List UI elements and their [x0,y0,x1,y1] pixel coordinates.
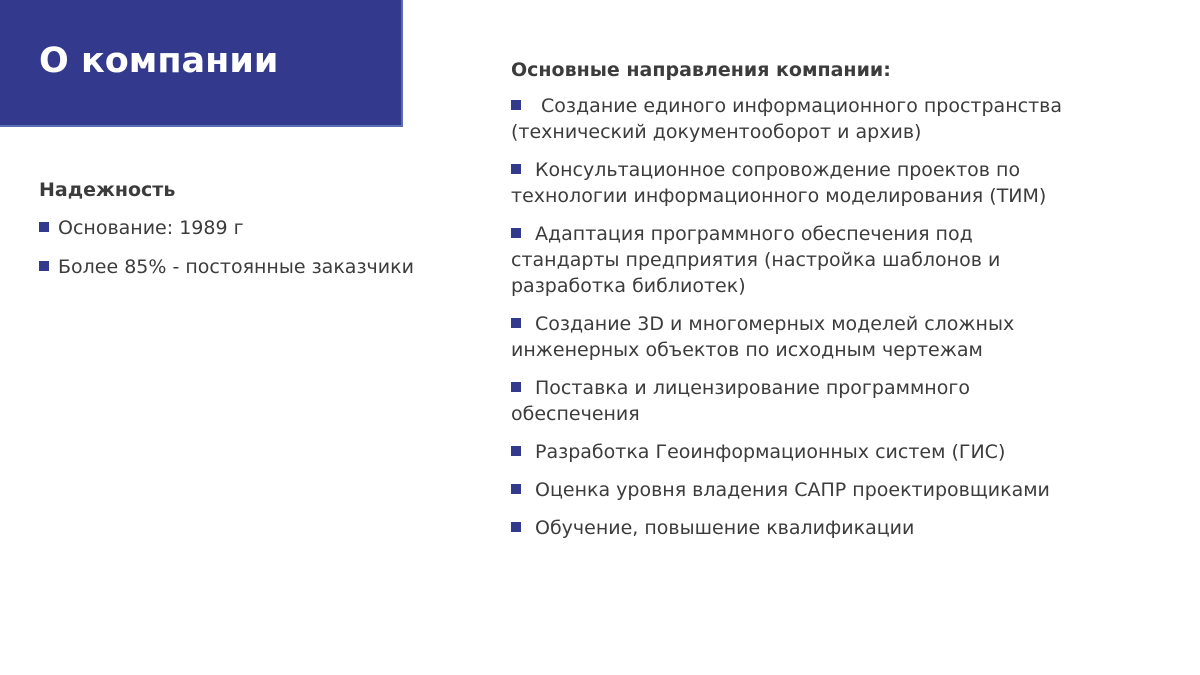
direction-item-text: Оценка уровня владения САПР проектировщиками [535,478,1050,501]
direction-item-text: Поставка и лицензирование программного обеспечения [511,376,970,425]
square-bullet-icon [511,228,521,238]
square-bullet-icon [511,446,521,456]
square-bullet-icon [511,522,521,532]
reliability-item-text: Основание: 1989 г [58,216,244,239]
direction-item [511,93,1151,145]
square-bullet-icon [511,382,521,392]
direction-item-text: Адаптация программного обеспечения под стандарты предприятия (настройка шаблонов и разработка библиотек) [511,222,1001,297]
title-banner [0,0,403,127]
square-bullet-icon [511,318,521,328]
reliability-item-text: Более 85% - постоянные заказчики [58,255,414,278]
square-bullet-icon [39,261,49,271]
direction-item [511,515,1151,541]
directions-heading: Основные направления компании: [511,59,891,81]
directions-section [511,58,1151,553]
direction-item [511,375,1151,427]
reliability-heading: Надежность [39,179,176,201]
direction-item-text: Консультационное сопровождение проектов по технологии информационного моделирования (ТИМ) [511,158,1047,207]
direction-item-text: Обучение, повышение квалификации [535,516,915,539]
direction-item-text: Создание единого информационного пространства (технический документооборот и архив) [511,94,1062,143]
direction-item [511,439,1151,465]
reliability-section [39,178,459,293]
direction-item [511,477,1151,503]
reliability-item [39,215,459,241]
direction-item [511,221,1151,299]
reliability-item [39,254,459,280]
square-bullet-icon [39,222,49,232]
direction-item [511,157,1151,209]
slide-title: О компании [39,41,279,81]
direction-item-text: Создание 3D и многомерных моделей сложных инженерных объектов по исходным чертежам [511,312,1015,361]
square-bullet-icon [511,164,521,174]
square-bullet-icon [511,100,521,110]
square-bullet-icon [511,484,521,494]
direction-item-text: Разработка Геоинформационных систем (ГИС) [535,440,1006,463]
direction-item [511,311,1151,363]
